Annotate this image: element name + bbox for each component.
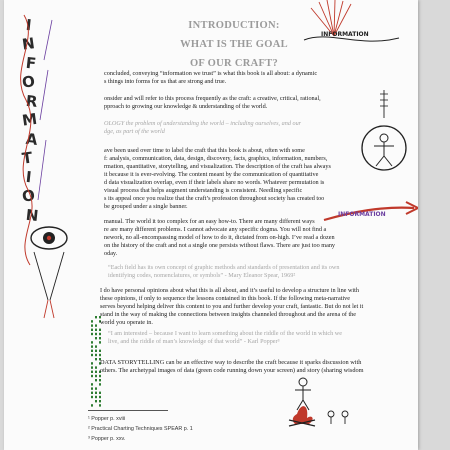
footnote: ¹ Popper p. xviii (88, 416, 126, 422)
vertical-letter: A (24, 129, 39, 149)
sketch-top-label: INFORMATION (321, 31, 369, 38)
body-line-storytelling: DATA STORYTELLING can be an effective way to describe the craft because it sparks discussion with (100, 359, 362, 366)
body-line-labels: rmation, quantitative, storytelling, and visualization. The description of the craft has always (104, 163, 331, 170)
document-page (4, 0, 418, 450)
heading-line-1: INTRODUCTION: (188, 20, 280, 31)
body-line-intro: s things into forms for us that are strong and true. (104, 78, 227, 85)
footnote: ³ Popper p. xxv. (88, 436, 126, 442)
vertical-letter: I (24, 167, 33, 187)
body-line-labels: s its appeal once you realize that the craft’s profession throughout society has created too (104, 195, 325, 202)
sketch-campfire (279, 374, 359, 434)
body-line-labels: d data visualization overlap, even if their labels share no words. Whatever permutation is (104, 179, 325, 186)
body-line-labels: f: analysis, communication, data, design, discovery, facts, graphics, information, numbers, (104, 155, 328, 162)
vertical-letter: N (20, 34, 36, 54)
body-line-personal: these opinions, if only to sequence the lessons contained in this book. If the following meta-narrative (100, 295, 351, 302)
vertical-letter: R (24, 91, 39, 111)
body-line-quote1: identifying codes, nomenclatures, or symbols” - Mary Eleanor Spear, 1969² (108, 271, 296, 279)
body-line-manual: oday. (104, 250, 118, 257)
body-line-personal: world you operate in. (100, 319, 153, 326)
sketch-mid-label: INFORMATION (338, 211, 386, 218)
vertical-letter: M (20, 109, 39, 130)
body-line-craft: onsider and will refer to this process frequently as the craft: a creative, critical, rational, (104, 95, 321, 102)
body-line-labels: visual process that helps augment understanding is consistent. Needling specific (104, 187, 303, 194)
vertical-letter: O (20, 72, 37, 92)
body-line-manual: nework, no all-encompassing model of how to do it, dictated from on-high. I’ve read a dozen (104, 234, 335, 241)
sketch-arrow (322, 190, 418, 230)
vertical-letter: F (24, 53, 38, 73)
footnote: ² Practical Charting Techniques SPEAR p. 1 (88, 426, 193, 432)
vertical-letter: I (24, 15, 33, 35)
body-line-quote2: “I am interested – because I want to learn something about the riddle of the world in which we (108, 330, 343, 337)
body-line-intro: concluded, conveying “information we trust” is what this book is all about: a dynamic (104, 70, 318, 77)
body-line-ology: OLOGY the problem of understanding the world – including ourselves, and our (104, 120, 302, 127)
body-line-manual: manual. The world it too complex for an easy how-to. There are many different ways (104, 218, 315, 225)
vertical-letter: T (20, 148, 34, 168)
body-line-manual: re are many different problems. I cannot advocate any specific dogma. You will not find a (104, 226, 327, 233)
heading-line-2: WHAT IS THE GOAL (180, 39, 288, 50)
sketch-sunburst (299, 0, 418, 60)
body-line-quote1: “Each field has its own concept of graphic methods and standards of presentation and its own (108, 264, 340, 271)
body-line-personal: serves beyond helping deliver this content to you and further develop your craft, fantastic. But do not let it (100, 303, 364, 310)
body-line-craft: pproach to growing our knowledge & understanding of the world. (104, 103, 268, 110)
vertical-letter: O (20, 186, 37, 206)
body-line-ology: dge, as part of the world (104, 128, 165, 135)
body-line-personal: I do have personal opinions about what this is all about, and it’s useful to develop a structure in line with (100, 287, 359, 294)
margin-doodle (4, 0, 84, 450)
body-line-labels: be grouped under a single banner. (104, 203, 188, 210)
footnote-rule (88, 410, 168, 411)
heading-line-3: OF OUR CRAFT? (189, 58, 279, 69)
body-line-labels: it because it is ever-evolving. The content meant by the communication of quantitative (104, 171, 319, 178)
sketch-figure-circle (344, 90, 418, 200)
body-line-quote2: live, and the riddle of man’s knowledge of that world” - Karl Popper³ (108, 337, 280, 345)
body-line-manual: on the history of the craft and not a single one persists without flaws. There are just too many (104, 242, 336, 249)
body-line-labels: ave been used over time to label the craft that this book is about, often with some (104, 147, 305, 154)
body-line-personal: stand in the way of making the connections between insights channeled throughout and the arena of the (100, 311, 357, 318)
vertical-letter: N (24, 205, 40, 226)
body-line-storytelling: others. The archetypal images of data (green code running down your screen) and story (sharing wisdom (100, 367, 364, 374)
